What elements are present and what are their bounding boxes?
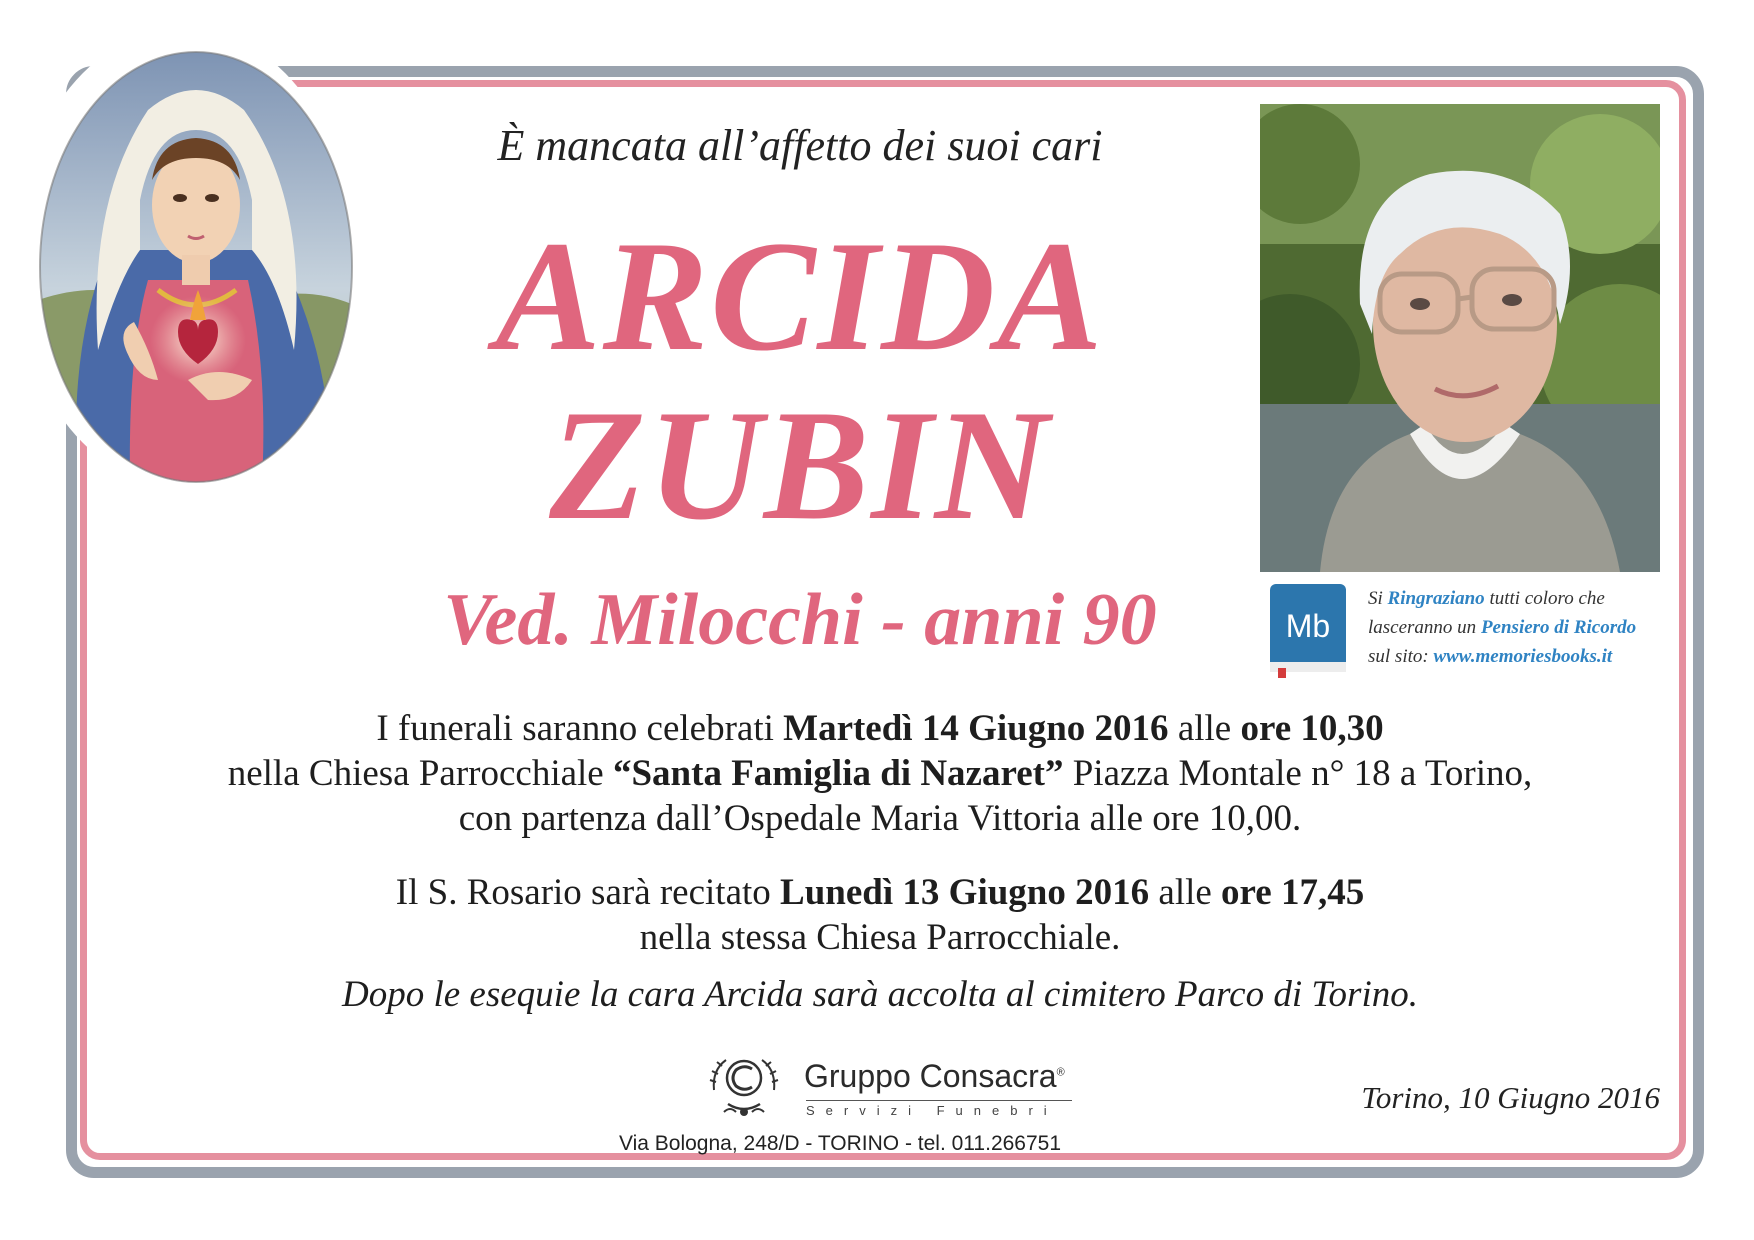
memoriesbooks-note [1368,584,1678,671]
mb-line-1: Si Ringraziano tutti coloro che [1368,588,1605,609]
memoriesbooks-link[interactable]: www.memoriesbooks.it [1433,646,1613,667]
consacra-emblem-icon [706,1050,782,1124]
place-and-date: Torino, 10 Giugno 2016 [1361,1080,1660,1115]
mb-line-2: lasceranno un Pensiero di Ricordo [1368,617,1637,638]
portrait-photo [1260,104,1660,572]
madonna-image [38,50,354,484]
deceased-first-name: ARCIDA [495,209,1105,384]
rosary-announcement: Il S. Rosario sarà recitato Lunedì 13 Giugno 2016 alle ore 17,45 nella stessa Chiesa Parrocchiale. [395,872,1365,958]
deceased-detail: Ved. Milocchi - anni 90 [443,579,1157,661]
mb-line-3: sul sito: www.memoriesbooks.it [1368,646,1613,667]
burial-note: Dopo le esequie la cara Arcida sarà accolta al cimitero Parco di Torino. [342,974,1418,1015]
subtitle: È mancata all’affetto dei suoi cari [497,121,1103,170]
company-tagline: Servizi Funebri [806,1100,1072,1118]
company-address: Via Bologna, 248/D - TORINO - tel. 011.266751 [618,1132,1062,1155]
company-name: Gruppo Consacra® [804,1058,1065,1094]
mb-logo-text: Mb [1285,608,1331,644]
funeral-announcement: I funerali saranno celebrati Martedì 14 Giugno 2016 alle ore 10,30 nella Chiesa Parrocchiale “Santa Famiglia di Nazaret” Piazza Montale n° 18 a Torino, con partenza dall’Ospedale Maria Vittoria alle ore 10,00. [227,708,1533,839]
memoriesbooks-book-icon [1266,582,1350,678]
deceased-last-name: ZUBIN [549,378,1051,553]
